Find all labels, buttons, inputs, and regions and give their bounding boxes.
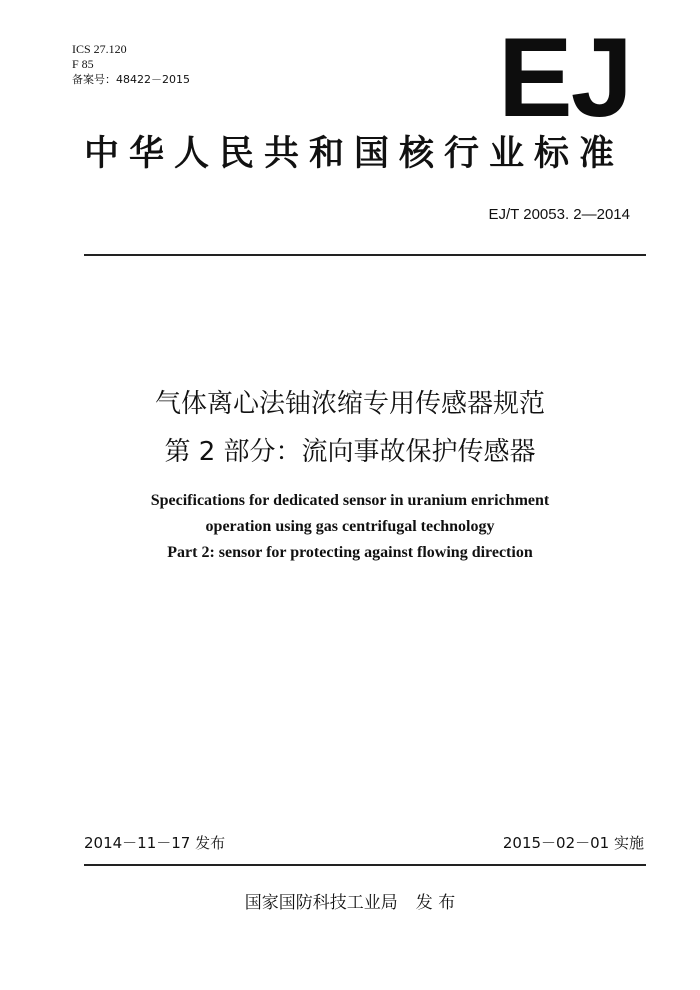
ics-code: ICS 27.120	[72, 42, 127, 56]
implementation-date: 2015－02－01 实施	[502, 834, 644, 852]
industry-standard-title: 中华人民共和国核行业标准	[84, 134, 625, 174]
publisher	[0, 888, 700, 913]
english-title-line-3: Part 2: sensor for protecting against flowing direction	[167, 544, 533, 561]
bottom-divider	[84, 864, 646, 866]
filing-number: 备案号：48422－2015	[72, 73, 190, 86]
classification-block	[72, 42, 190, 87]
english-title-line-2: operation using gas centrifugal technology	[205, 518, 495, 535]
standard-code: EJ/T 20053. 2—2014	[488, 206, 630, 223]
chinese-title-line-1: 气体离心法铀浓缩专用传感器规范	[154, 389, 545, 419]
issue-date: 2014－11－17 发布	[84, 834, 226, 852]
ej-logo: EJ	[498, 15, 631, 140]
top-divider	[84, 254, 646, 256]
publisher-action: 发 布	[415, 893, 456, 913]
chinese-title-line-2: 第 2 部分：流向事故保护传感器	[164, 437, 536, 467]
english-title-line-1: Specifications for dedicated sensor in uranium enrichment	[150, 492, 550, 509]
category-code: F 85	[72, 57, 94, 71]
publisher-name: 国家国防科技工业局	[244, 893, 398, 913]
